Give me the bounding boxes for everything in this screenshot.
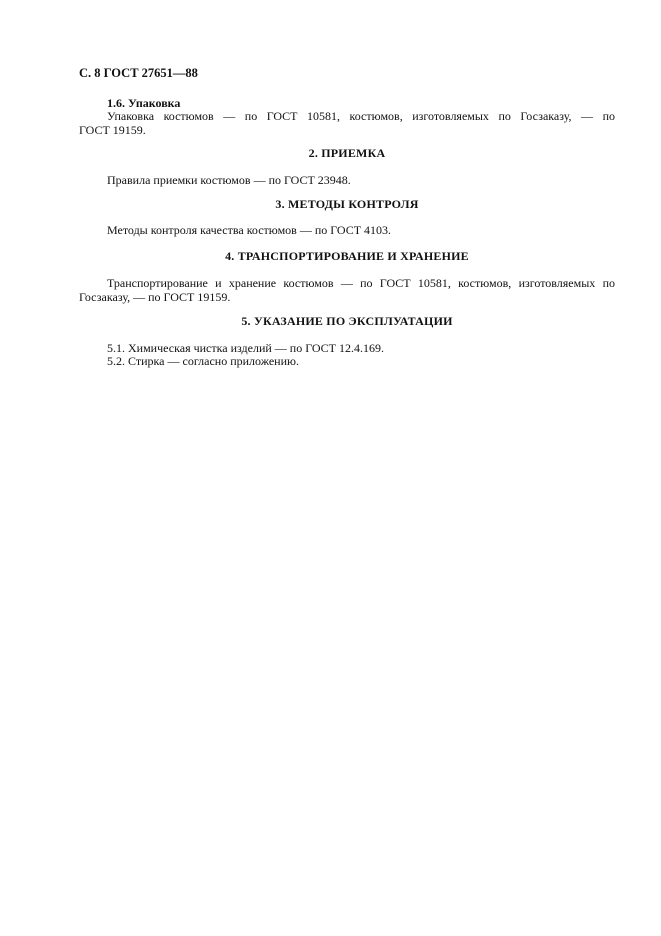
document-page — [79, 0, 615, 936]
section-3-text: Методы контроля качества костюмов — по ГОСТ 4103. — [107, 223, 392, 237]
section-4-text-line-1: Транспортирование и хранение костюмов — по ГОСТ 10581, костюмов, изготовляемых по — [107, 276, 615, 290]
section-5-item-2: 5.2. Стирка — согласно приложению. — [107, 354, 299, 368]
section-5-item-1: 5.1. Химическая чистка изделий — по ГОСТ 12.4.169. — [107, 341, 385, 355]
section-4-text — [79, 276, 615, 304]
subsection-1-6-text-line-2: ГОСТ 19159. — [79, 123, 146, 137]
section-4-title: 4. ТРАНСПОРТИРОВАНИЕ И ХРАНЕНИЕ — [225, 249, 469, 263]
subsection-1-6-text-line-1: Упаковка костюмов — по ГОСТ 10581, костюмов, изготовляемых по Госзаказу, — по — [107, 109, 615, 123]
subsection-1-6-title: 1.6. Упаковка — [107, 96, 181, 110]
section-2-title: 2. ПРИЕМКА — [308, 146, 386, 160]
subsection-1-6-text — [79, 109, 615, 137]
section-5-title: 5. УКАЗАНИЕ ПО ЭКСПЛУАТАЦИИ — [241, 314, 453, 328]
page-header: С. 8 ГОСТ 27651—88 — [79, 66, 198, 80]
section-3-title: 3. МЕТОДЫ КОНТРОЛЯ — [275, 197, 419, 211]
section-2-text: Правила приемки костюмов — по ГОСТ 23948. — [107, 173, 351, 187]
section-4-text-line-2: Госзаказу, — по ГОСТ 19159. — [79, 290, 231, 304]
